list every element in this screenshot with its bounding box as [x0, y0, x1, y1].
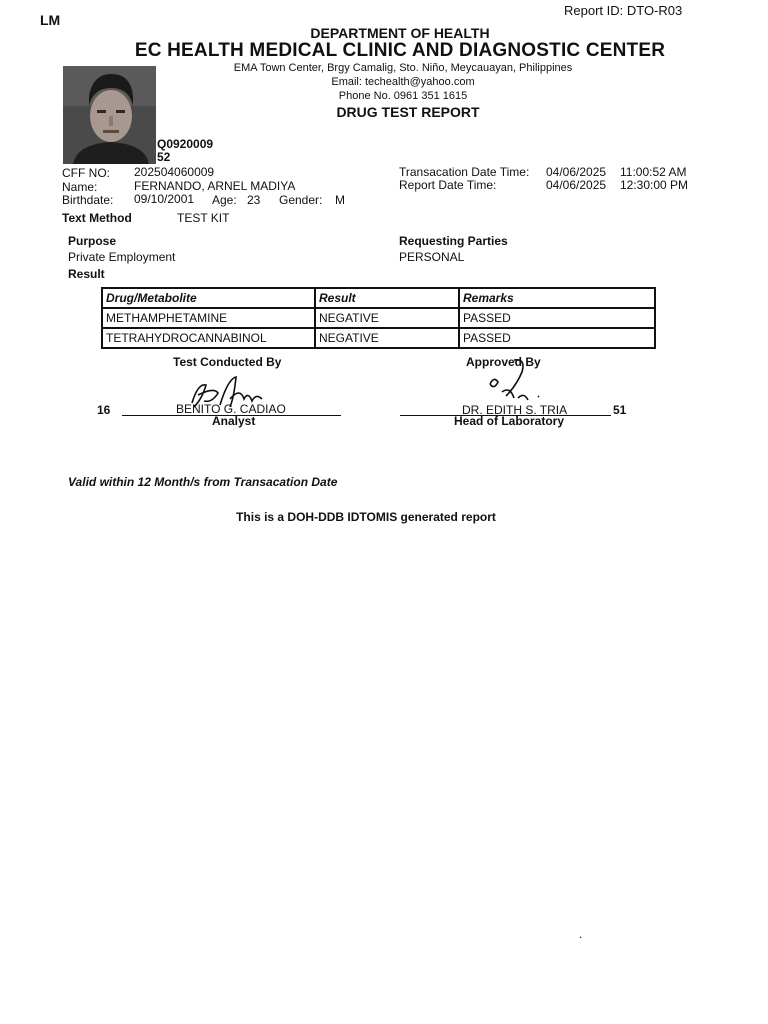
drug-cell: METHAMPHETAMINE [102, 308, 315, 328]
corner-initials: LM [40, 12, 61, 28]
age-label: Age: [212, 193, 237, 207]
analyst-name: BENITO G. CADIAO [176, 402, 286, 416]
results-header-row [102, 288, 655, 308]
clinic-address: EMA Town Center, Brgy Camalig, Sto. Niño, Meycauayan, Philippines [233, 62, 573, 74]
photo-code-line2: 52 [157, 150, 171, 164]
report-time: 12:30:00 PM [620, 178, 689, 192]
result-cell: NEGATIVE [315, 308, 459, 328]
method-value: TEST KIT [177, 211, 230, 225]
gender-value: M [335, 193, 345, 207]
photo-code [157, 138, 213, 164]
purpose-value: Private Employment [68, 250, 176, 264]
patient-photo [63, 66, 156, 164]
right-number: 51 [613, 403, 627, 417]
left-number: 16 [97, 403, 111, 417]
header-result: Result [315, 288, 459, 308]
report-date-label: Report Date Time: [399, 178, 497, 192]
generated-note: This is a DOH-DDB IDTOMIS generated report [236, 510, 496, 524]
result-cell: NEGATIVE [315, 328, 459, 348]
table-row [102, 328, 655, 348]
birthdate-label: Birthdate: [62, 193, 114, 207]
cff-label: CFF NO: [62, 166, 110, 180]
photo-code-line1: Q0920009 [157, 137, 214, 151]
clinic-name: EC HEALTH MEDICAL CLINIC AND DIAGNOSTIC CENTER [134, 40, 666, 61]
requesting-label: Requesting Parties [399, 234, 508, 248]
age-value: 23 [247, 193, 261, 207]
validity-note: Valid within 12 Month/s from Transacation Date [68, 475, 338, 489]
transaction-time: 11:00:52 AM [620, 165, 687, 179]
results-table [101, 287, 656, 349]
header-remarks: Remarks [459, 288, 655, 308]
clinic-email: Email: techealth@yahoo.com [331, 76, 475, 88]
gender-label: Gender: [279, 193, 323, 207]
head-name: DR. EDITH S. TRIA [462, 403, 568, 417]
remarks-cell: PASSED [459, 328, 655, 348]
head-role: Head of Laboratory [454, 414, 565, 428]
department-heading: DEPARTMENT OF HEALTH [310, 25, 490, 41]
drug-cell: TETRAHYDROCANNABINOL [102, 328, 315, 348]
clinic-phone: Phone No. 0961 351 1615 [338, 90, 468, 102]
result-label: Result [68, 267, 105, 281]
report-date: 04/06/2025 [546, 178, 607, 192]
stray-mark: . [579, 927, 583, 941]
requesting-value: PERSONAL [399, 250, 465, 264]
analyst-role: Analyst [212, 414, 256, 428]
method-label: Text Method [62, 211, 132, 225]
transaction-date: 04/06/2025 [546, 165, 607, 179]
header-drug: Drug/Metabolite [102, 288, 315, 308]
cff-value: 202504060009 [134, 165, 215, 179]
remarks-cell: PASSED [459, 308, 655, 328]
approved-by-label: Approved By [466, 355, 541, 369]
birthdate-value: 09/10/2001 [134, 192, 195, 206]
purpose-label: Purpose [68, 234, 117, 248]
report-title: DRUG TEST REPORT [336, 104, 480, 120]
conducted-by-label: Test Conducted By [173, 355, 282, 369]
head-signature [484, 356, 554, 406]
report-id: Report ID: DTO-R03 [564, 3, 683, 18]
name-value: FERNANDO, ARNEL MADIYA [134, 179, 296, 193]
table-row [102, 308, 655, 328]
transaction-label: Transacation Date Time: [399, 165, 530, 179]
name-label: Name: [62, 180, 98, 194]
